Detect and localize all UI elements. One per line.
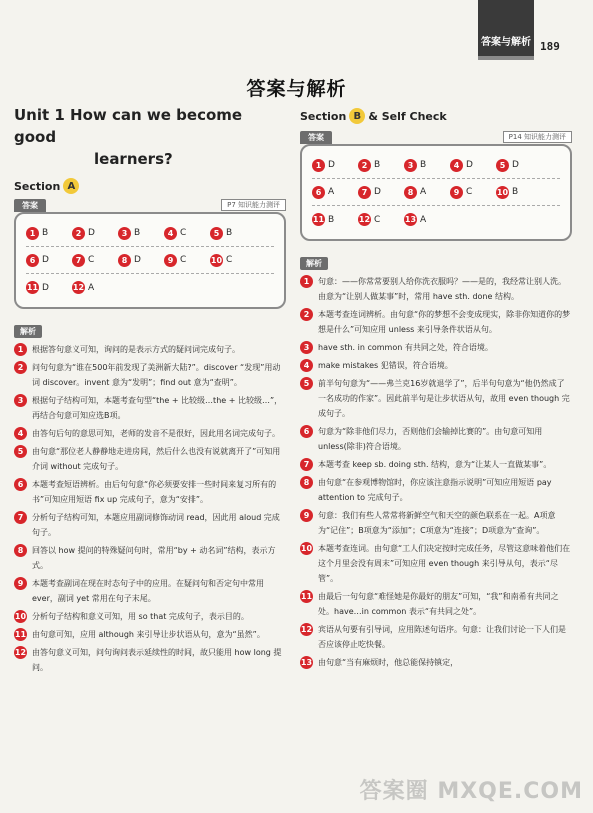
- analysis-item: [14, 360, 286, 390]
- answer-letter: D: [512, 160, 519, 170]
- page-title: 答案与解析: [246, 78, 347, 100]
- answer-item: [450, 186, 496, 199]
- question-number-badge: 9: [300, 509, 313, 522]
- question-number-badge: 11: [14, 630, 27, 639]
- question-number-badge: 2: [14, 361, 27, 374]
- analysis-item: [300, 358, 572, 373]
- question-number-badge: 12: [300, 625, 313, 634]
- question-number-badge: 4: [164, 227, 177, 240]
- question-number-badge: 5: [210, 227, 223, 240]
- question-number-badge: 11: [312, 215, 325, 224]
- answer-tag: P14 知识能力测评: [503, 131, 572, 143]
- answer-tab: 答案: [300, 131, 332, 144]
- question-number-badge: 5: [300, 377, 313, 390]
- analysis-item: [14, 342, 286, 357]
- analysis-text: make mistakes 犯错误，符合语境。: [318, 361, 453, 370]
- analysis-tab: 解析: [14, 325, 42, 338]
- question-number-badge: 6: [26, 254, 39, 267]
- answer-letter: B: [226, 228, 233, 238]
- answer-letter: A: [88, 282, 95, 293]
- analysis-item: [300, 541, 572, 586]
- question-number-badge: 9: [450, 186, 463, 199]
- header-tab-label: 答案与解析: [481, 37, 531, 48]
- answer-item: [210, 254, 256, 267]
- answer-header: [300, 130, 572, 144]
- left-column: [14, 104, 286, 678]
- question-number-badge: 8: [404, 186, 417, 199]
- answer-item: [26, 281, 72, 294]
- answer-letter: A: [420, 187, 427, 197]
- analysis-item: [300, 340, 572, 355]
- answer-item: [496, 186, 542, 199]
- unit-title-line1: Unit 1 How can we become good: [14, 106, 243, 146]
- analysis-text: 根据答句意义可知，询问的是表示方式的疑问词完成句子。: [32, 345, 240, 354]
- analysis-text: 本题考查 keep sb. doing sth. 结构，意为“让某人一直做某事”。: [318, 460, 552, 469]
- answer-row: [312, 179, 560, 206]
- analysis-text: 由句意“当有麻烦时，他总能保持镇定，: [318, 658, 459, 667]
- analysis-text: 由句意“在参观博物馆时，你应该注意指示说明”可知应用短语 pay attention to 完成句子。: [318, 478, 552, 502]
- question-number-badge: 3: [118, 227, 131, 240]
- answer-item: [72, 254, 118, 267]
- answer-item: [312, 186, 358, 199]
- question-number-badge: 8: [118, 254, 131, 267]
- analysis-item: [300, 589, 572, 619]
- question-number-badge: 1: [26, 227, 39, 240]
- question-number-badge: 3: [404, 159, 417, 172]
- analysis-text: 问句句意为“谁在500年前发现了美洲新大陆?”。discover “发现”用动词 discover。invent 意为“发明”；find out 意为“查明”。: [32, 363, 281, 387]
- answer-letter: B: [512, 187, 519, 197]
- question-number-badge: 1: [312, 159, 325, 172]
- section-label: Section: [14, 179, 61, 193]
- answer-row: [26, 220, 274, 247]
- question-number-badge: 2: [72, 227, 85, 240]
- page-number: 189: [540, 40, 560, 53]
- answer-tag: P7 知识能力测评: [221, 199, 286, 211]
- question-number-badge: 6: [14, 478, 27, 491]
- analysis-item: [300, 508, 572, 538]
- analysis-item: [300, 457, 572, 472]
- analysis-item: [14, 426, 286, 441]
- analysis-item: [300, 274, 572, 304]
- answer-letter: C: [88, 255, 95, 265]
- answer-header: [14, 198, 286, 212]
- unit-title: [14, 104, 286, 170]
- question-number-badge: 3: [14, 394, 27, 407]
- answer-tab: 答案: [14, 199, 46, 212]
- answer-item: [404, 186, 450, 199]
- question-number-badge: 11: [300, 592, 313, 601]
- analysis-item: [14, 444, 286, 474]
- analysis-item: [300, 376, 572, 421]
- question-number-badge: 13: [300, 658, 313, 667]
- answer-letter: B: [328, 214, 335, 225]
- analysis-text: 本题考查连词。由句意“工人们决定按时完成任务，尽管这意味着他们在这个月里会没有周末”可知应用 even though 来引导从句，表示“尽管”。: [318, 544, 571, 583]
- question-number-badge: 13: [404, 215, 417, 224]
- analysis-text: 由句意“那位老人静静地走进房间，然后什么也没有说就离开了”可知用介词 without 完成句子。: [32, 447, 281, 471]
- analysis-text: 句意：——你常常要别人给你洗衣服吗？——是的，我经常让别人洗。由意为“让别人做某事”时，常用 have sth. done 结构。: [318, 277, 566, 301]
- answer-letter: D: [42, 255, 49, 265]
- answer-box: [14, 212, 286, 309]
- answer-letter: B: [374, 160, 381, 170]
- question-number-badge: 4: [14, 427, 27, 440]
- header-tab: [478, 0, 534, 60]
- answer-item: [26, 254, 72, 267]
- section-b-title: [300, 108, 572, 124]
- answer-letter: D: [466, 160, 473, 170]
- analysis-item: [14, 393, 286, 423]
- analysis-item: [14, 576, 286, 606]
- question-number-badge: 1: [14, 343, 27, 356]
- analysis-item: [300, 307, 572, 337]
- question-number-badge: 7: [358, 186, 371, 199]
- answer-letter: D: [88, 228, 95, 238]
- answer-item: [312, 213, 358, 226]
- analysis-text: 本题考查副词在现在时态句子中的应用。在疑问句和否定句中常用 ever，副词 yet 常用在句子末尾。: [32, 579, 264, 603]
- answer-item: [358, 186, 404, 199]
- question-number-badge: 3: [300, 341, 313, 354]
- answer-letter: A: [420, 214, 427, 225]
- question-number-badge: 7: [300, 458, 313, 471]
- answer-letter: B: [42, 228, 49, 238]
- answer-letter: C: [374, 214, 381, 225]
- question-number-badge: 6: [312, 186, 325, 199]
- question-number-badge: 8: [300, 476, 313, 489]
- analysis-text: 分析句子结构和意义可知，用 so that 完成句子，表示目的。: [32, 612, 249, 621]
- answer-item: [404, 159, 450, 172]
- question-number-badge: 10: [14, 612, 27, 621]
- analysis-text: have sth. in common 有共同之处，符合语境。: [318, 343, 493, 352]
- question-number-badge: 4: [300, 359, 313, 372]
- page-header: [0, 0, 593, 60]
- analysis-item: [300, 475, 572, 505]
- answer-item: [496, 159, 542, 172]
- section-badge: B: [349, 108, 365, 124]
- answer-box: [300, 144, 572, 241]
- question-number-badge: 9: [164, 254, 177, 267]
- analysis-text: 宾语从句要有引导词，应用陈述句语序。句意：让我们讨论一下人们是否应该停止吃快餐。: [318, 625, 566, 649]
- answer-letter: C: [466, 187, 473, 197]
- question-number-badge: 8: [14, 544, 27, 557]
- answer-letter: D: [374, 187, 381, 197]
- answer-item: [164, 254, 210, 267]
- answer-letter: D: [42, 282, 49, 293]
- answer-row: [26, 247, 274, 274]
- analysis-item: [14, 477, 286, 507]
- analysis-text: 根据句子结构可知，本题考查句型“the + 比较级…the + 比较级…”，再结合句意可知应选B项。: [32, 396, 283, 420]
- question-number-badge: 7: [14, 511, 27, 524]
- analysis-item: [14, 609, 286, 624]
- answer-item: [26, 227, 72, 240]
- analysis-text: 本题考查短语辨析。由后句句意“你必须要安排一些时间来复习所有的书”可知应用短语 fix up 完成句子，意为“安排”。: [32, 480, 277, 504]
- question-number-badge: 12: [358, 215, 371, 224]
- analysis-list: [14, 342, 286, 675]
- answer-letter: A: [328, 187, 335, 197]
- analysis-text: 回答以 how 提问的特殊疑问句时，常用“by + 动名词”结构，表示方式。: [32, 546, 276, 570]
- question-number-badge: 7: [72, 254, 85, 267]
- answer-item: [358, 159, 404, 172]
- analysis-list: [300, 274, 572, 670]
- question-number-badge: 12: [72, 283, 85, 292]
- analysis-text: 本题考查连词辨析。由句意“你的梦想不会变成现实，除非你知道你的梦想是什么”可知应用 unless 来引导条件状语从句。: [318, 310, 571, 334]
- section-label: Section: [300, 109, 347, 123]
- analysis-item: [300, 655, 572, 670]
- analysis-item: [14, 510, 286, 540]
- answer-item: [312, 159, 358, 172]
- answer-item: [450, 159, 496, 172]
- answer-letter: C: [180, 255, 187, 265]
- analysis-item: [14, 645, 286, 675]
- answer-letter: B: [420, 160, 427, 170]
- question-number-badge: 4: [450, 159, 463, 172]
- section-suffix: & Self Check: [368, 109, 447, 123]
- analysis-item: [300, 424, 572, 454]
- analysis-text: 由最后一句句意“难怪她是你最好的朋友”可知，“我”和南希有共同之处。have…in common 表示“有共同之处”。: [318, 592, 559, 616]
- analysis-text: 前半句句意为“——弗兰克16岁就退学了”，后半句句意为“他仍然成了一名成功的作家”。因此前半句是让步状语从句，故用 even though 完成句子。: [318, 379, 570, 418]
- analysis-tab: 解析: [300, 257, 328, 270]
- analysis-text: 句意为“除非他们尽力，否则他们会输掉比赛的”。由句意可知用 unless(除非)符合语境。: [318, 427, 543, 451]
- answer-item: [358, 213, 404, 226]
- answer-row: [312, 206, 560, 233]
- analysis-text: 分析句子结构可知，本题应用副词修饰动词 read，因此用 aloud 完成句子。: [32, 513, 280, 537]
- question-number-badge: 10: [496, 187, 509, 197]
- section-a-title: [14, 178, 286, 194]
- analysis-text: 句意：我们有些人常常将新鲜空气和天空的颜色联系在一起。A项意为“记住”；B项意为“添加”；C项意为“连接”；D项意为“查询”。: [318, 511, 556, 535]
- answer-row: [26, 274, 274, 301]
- analysis-item: [14, 543, 286, 573]
- answer-row: [312, 152, 560, 179]
- watermark: 答案圈 MXQE.COM: [359, 779, 583, 804]
- question-number-badge: 12: [14, 648, 27, 657]
- question-number-badge: 2: [358, 159, 371, 172]
- answer-item: [118, 227, 164, 240]
- answer-item: [404, 213, 450, 226]
- answer-letter: B: [134, 228, 141, 238]
- answer-item: [72, 281, 118, 294]
- answer-item: [210, 227, 256, 240]
- answer-item: [118, 254, 164, 267]
- analysis-text: 由句意可知，应用 although 来引导让步状语从句，意为“虽然”。: [32, 630, 265, 639]
- question-number-badge: 2: [300, 308, 313, 321]
- question-number-badge: 5: [496, 159, 509, 172]
- question-number-badge: 11: [26, 283, 39, 292]
- answer-letter: D: [134, 255, 141, 265]
- section-badge: A: [63, 178, 79, 194]
- answer-item: [164, 227, 210, 240]
- question-number-badge: 5: [14, 445, 27, 458]
- question-number-badge: 1: [300, 275, 313, 288]
- answer-letter: C: [226, 255, 233, 265]
- unit-title-line2: learners?: [94, 150, 173, 168]
- answer-letter: C: [180, 228, 187, 238]
- analysis-item: [300, 622, 572, 652]
- analysis-text: 由答句后句的意思可知，老师的发音不是很好，因此用名词完成句子。: [32, 429, 280, 438]
- question-number-badge: 10: [300, 544, 313, 553]
- analysis-item: [14, 627, 286, 642]
- question-number-badge: 10: [210, 255, 223, 265]
- answer-item: [72, 227, 118, 240]
- question-number-badge: 6: [300, 425, 313, 438]
- analysis-text: 由答句意义可知，问句询问表示延续性的时间，故只能用 how long 提问。: [32, 648, 282, 672]
- right-column: [300, 104, 572, 673]
- answer-letter: D: [328, 160, 335, 170]
- question-number-badge: 9: [14, 577, 27, 590]
